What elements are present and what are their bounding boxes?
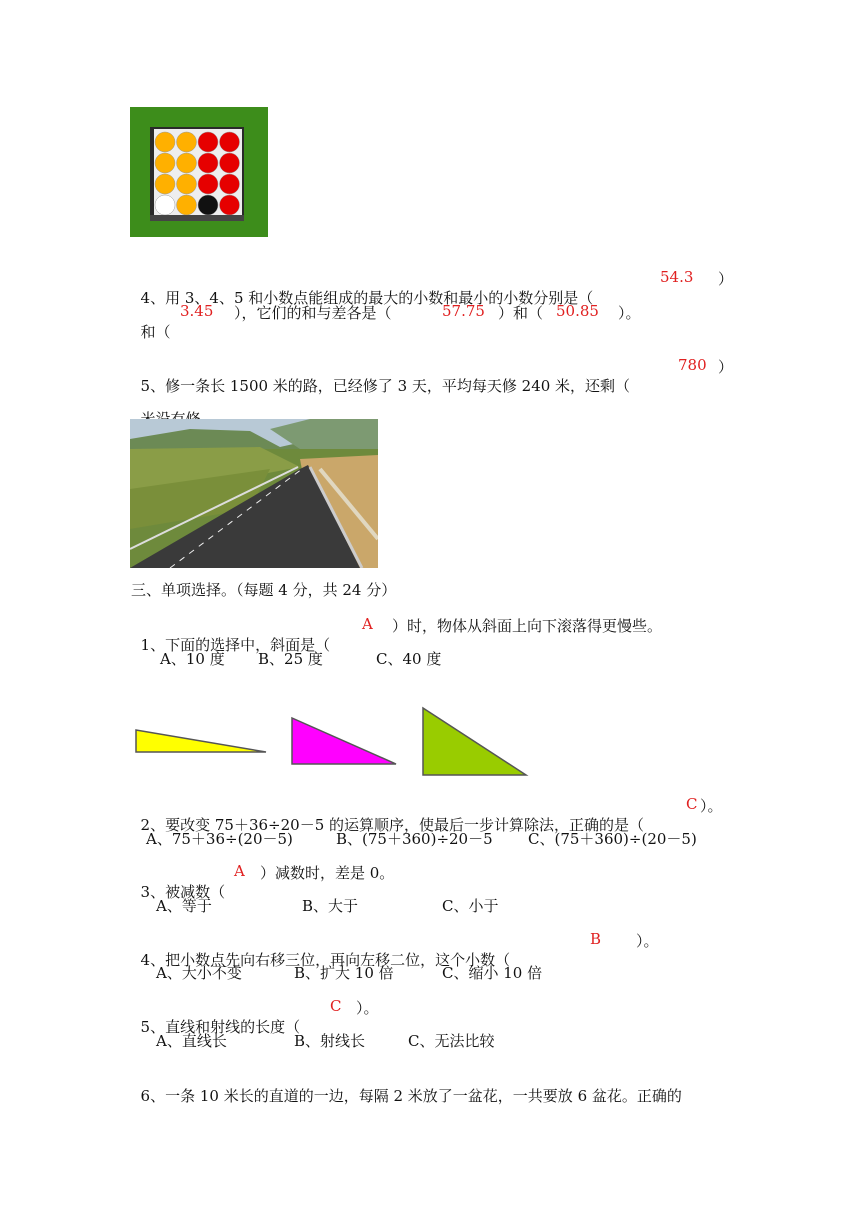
billiard-ball [198, 153, 218, 173]
q5-answer: 780 [678, 356, 707, 374]
billiards-image [130, 107, 268, 237]
mc6-text-a: 6、一条 10 米长的直道的一边，每隔 2 米放了一盆花，一共要放 6 盆花。正确的 [140, 1087, 682, 1105]
billiard-ball [155, 174, 175, 194]
mc1-option-b: B、25 度 [258, 650, 323, 668]
mc5-answer: C [330, 997, 342, 1015]
mc4-option-a: A、大小不变 [156, 964, 242, 982]
billiard-ball [220, 153, 240, 173]
highway-image [130, 419, 378, 568]
triangle-25-degree [292, 718, 396, 764]
mc5-option-a: A、直线长 [156, 1032, 227, 1050]
q4-line-2 [131, 302, 171, 342]
slope-triangles [130, 700, 540, 780]
mc4-option-b: B、扩大 10 倍 [294, 964, 394, 982]
mc5-text-a: 5、直线和射线的长度（ [140, 1018, 301, 1036]
billiard-ball [177, 195, 197, 215]
q4-text-c: ），它们的和与差各是（ [234, 304, 392, 322]
mc4-text-a: 4、把小数点先向右移三位，再向左移二位，这个小数（ [140, 951, 511, 969]
q4-answer-3: 57.75 [442, 302, 485, 320]
q4-close-1: ） [718, 270, 734, 288]
billiard-ball [155, 132, 175, 152]
mc1-answer: A [362, 615, 373, 633]
mc3-option-b: B、大于 [302, 897, 359, 915]
mc5-text-b: ）。 [356, 999, 379, 1017]
mc2-answer: C [686, 795, 698, 813]
mc3-answer: A [234, 862, 245, 880]
billiard-ball [177, 174, 197, 194]
triangle-40-degree [423, 708, 526, 775]
billiard-ball [155, 153, 175, 173]
billiard-ball [198, 174, 218, 194]
q4-text: 4、用 3、4、5 和小数点能组成的最大的小数和最小的小数分别是（ [140, 289, 594, 307]
mc3-text-b: ）减数时，差是 0。 [260, 864, 395, 882]
mc1-option-a: A、10 度 [160, 650, 225, 668]
mc5-option-c: C、无法比较 [408, 1032, 495, 1050]
mc3-option-a: A、等于 [156, 897, 212, 915]
mc2-text-b: ）。 [700, 797, 723, 815]
q4-answer-2: 3.45 [180, 302, 214, 320]
billiard-ball [220, 174, 240, 194]
q5-text: 5、修一条长 1500 米的路，已经修了 3 天，平均每天修 240 米，还剩（ [140, 377, 631, 395]
mc4-answer: B [590, 930, 602, 948]
mc6-question [131, 1066, 682, 1106]
section-3-heading: 三、单项选择。（每题 4 分，共 24 分） [131, 581, 397, 599]
q4-answer-1: 54.3 [660, 268, 694, 286]
mc2-option-a: A、75＋36÷(20－5) [146, 830, 293, 848]
mc2-text-a: 2、要改变 75＋36÷20－5 的运算顺序，使最后一步计算除法，正确的是（ [140, 816, 645, 834]
billiard-ball [177, 153, 197, 173]
billiard-ball [177, 132, 197, 152]
q4-answer-4: 50.85 [556, 302, 599, 320]
mc2-option-c: C、(75＋360)÷(20－5) [528, 830, 697, 848]
triangle-10-degree [136, 730, 266, 752]
mc3-text-a: 3、被减数（ [140, 883, 226, 901]
mc2-option-b: B、(75＋360)÷20－5 [336, 830, 493, 848]
mc4-option-c: C、缩小 10 倍 [442, 964, 543, 982]
q4-text-e: ）。 [618, 304, 641, 322]
mc1-text-b: ）时，物体从斜面上向下滚落得更慢些。 [392, 617, 663, 635]
q4-text-d: ）和（ [498, 304, 544, 322]
billiard-ball [155, 195, 175, 215]
mc5-option-b: B、射线长 [294, 1032, 366, 1050]
mc1-text-a: 1、下面的选择中，斜面是（ [140, 636, 331, 654]
mc4-text-b: ）。 [636, 932, 659, 950]
mc1-option-c: C、40 度 [376, 650, 442, 668]
billiard-ball [198, 132, 218, 152]
mc3-option-c: C、小于 [442, 897, 499, 915]
billiard-ball [220, 195, 240, 215]
billiard-ball [220, 132, 240, 152]
billiard-ball [198, 195, 218, 215]
q5-close: ） [718, 358, 734, 376]
q4-text-b: 和（ [140, 323, 171, 341]
